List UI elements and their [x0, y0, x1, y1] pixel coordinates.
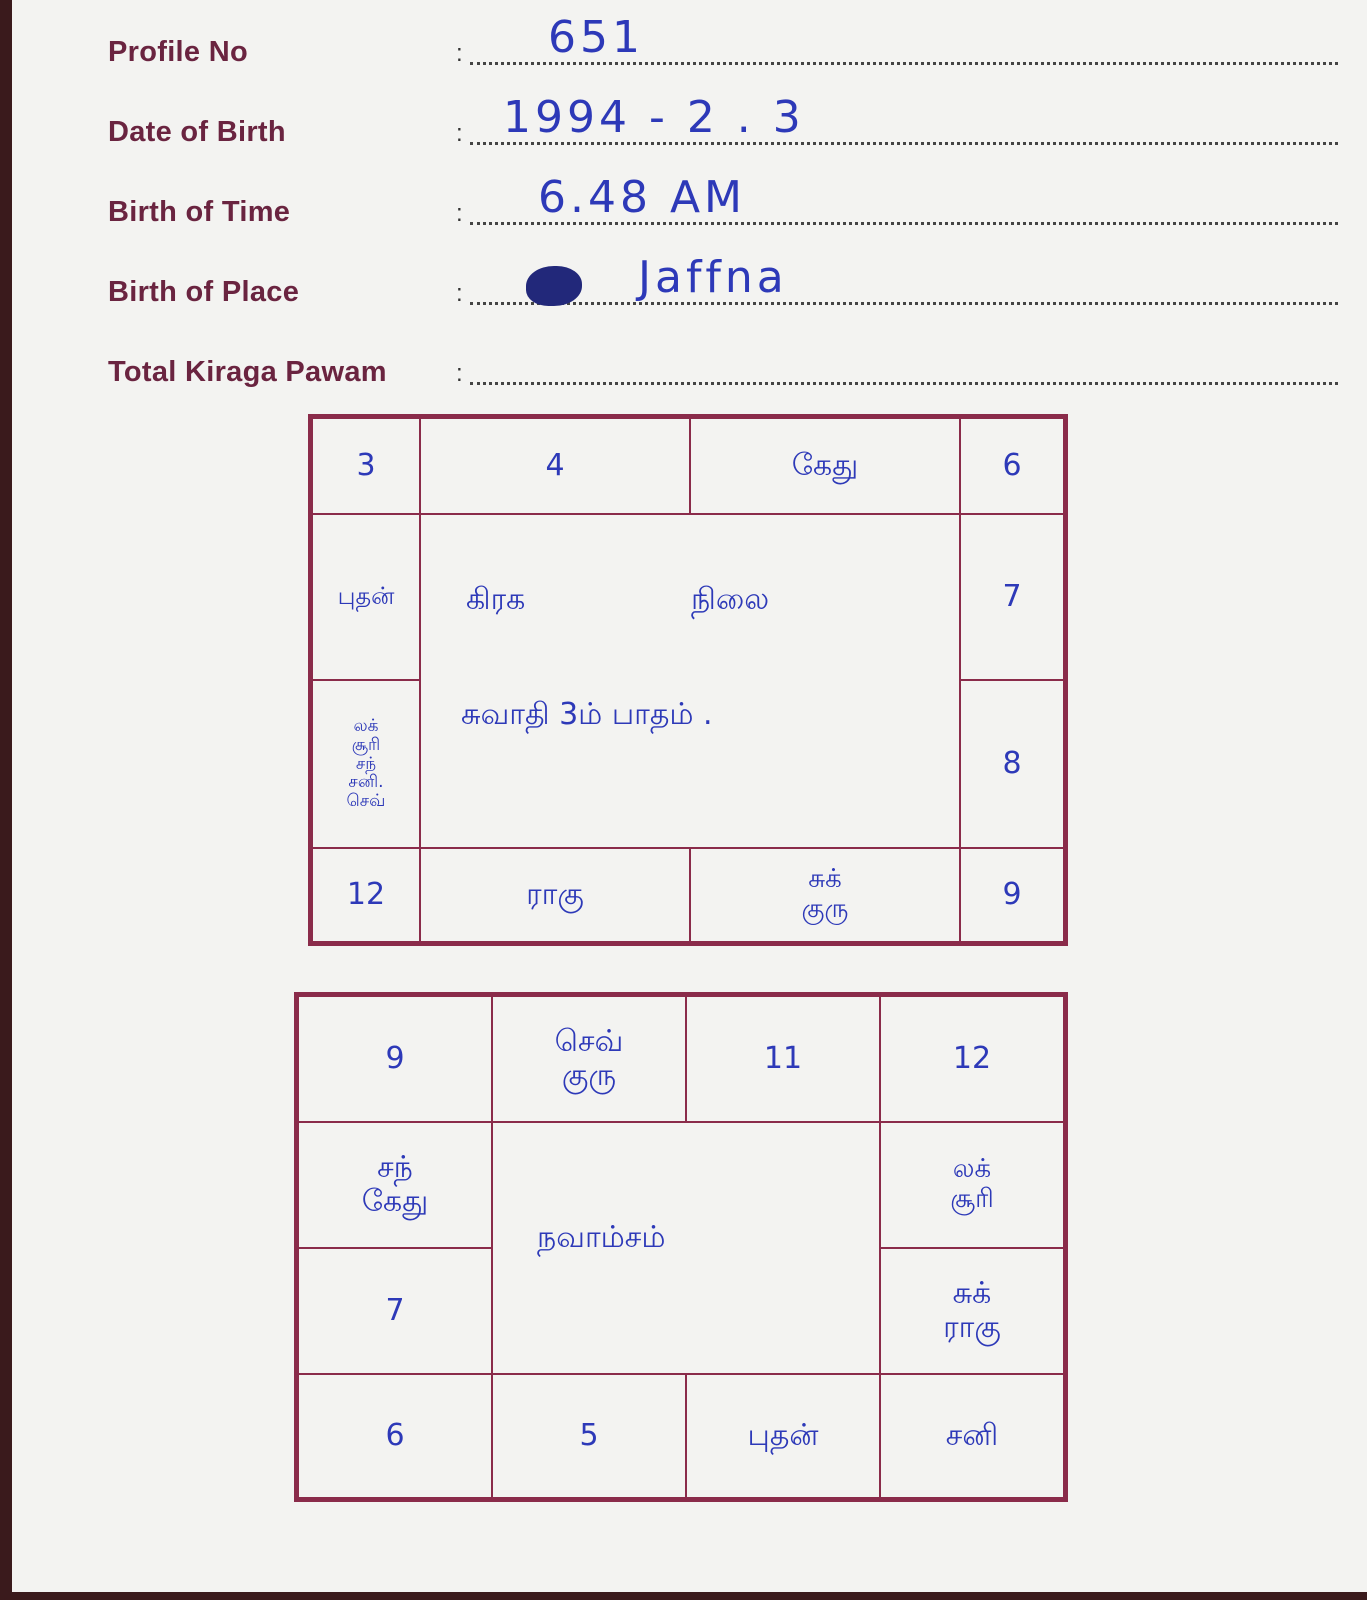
rasi-cell [419, 417, 691, 515]
rasi-cell-text: 7 [1002, 578, 1022, 614]
rasi-cell [311, 679, 421, 849]
dob-row [108, 92, 1338, 150]
navamsa-cell-text: 11 [763, 1040, 803, 1076]
navamsa-cell-text: 7 [385, 1292, 405, 1328]
rasi-cell-text: புதன் [337, 582, 395, 611]
paper-sheet [12, 0, 1367, 1592]
colon: : [456, 40, 463, 67]
time-row [108, 172, 1338, 230]
profile-row [108, 12, 1338, 70]
colon: : [456, 360, 463, 387]
navamsa-cell [297, 1247, 493, 1375]
kiraga-line [470, 382, 1338, 385]
navamsa-cell [297, 1373, 493, 1499]
navamsa-cell-text: செவ் குரு [554, 1023, 624, 1093]
colon: : [456, 200, 463, 227]
rasi-cell-text: 6 [1002, 447, 1022, 483]
navamsa-cell [491, 1373, 687, 1499]
profile-value: 651 [548, 12, 644, 63]
navamsa-cell-text: புதன் [747, 1417, 819, 1453]
navamsa-cell [879, 1247, 1065, 1375]
rasi-chart [308, 414, 1068, 946]
colon: : [456, 280, 463, 307]
rasi-cell-text: 9 [1002, 876, 1022, 912]
colon: : [456, 120, 463, 147]
rasi-cell [959, 847, 1065, 943]
navamsa-cell-text: சனி [945, 1417, 999, 1453]
rasi-cell-text: 8 [1002, 745, 1022, 781]
navamsa-chart [294, 992, 1068, 1502]
place-label: Birth of Place [108, 276, 300, 308]
rasi-cell [689, 847, 961, 943]
navamsa-cell-text: சுக் ராகு [943, 1275, 1001, 1345]
rasi-cell [959, 679, 1065, 849]
rasi-cell-text: 3 [356, 447, 376, 483]
place-row [108, 252, 1338, 310]
navamsa-cell-text: 5 [579, 1417, 599, 1453]
navamsa-cell [879, 1121, 1065, 1249]
rasi-cell-text: 12 [346, 876, 386, 912]
navamsa-center-text: நவாம்சம் [537, 1220, 666, 1255]
navamsa-cell [491, 995, 687, 1123]
navamsa-cell [879, 995, 1065, 1123]
rasi-center-text: நிலை [691, 582, 770, 617]
rasi-cell [959, 513, 1065, 681]
navamsa-cell-text: 12 [952, 1040, 992, 1076]
navamsa-cell-text: சந் கேது [361, 1149, 429, 1219]
rasi-center-text: கிரக [466, 582, 526, 617]
place-line [470, 302, 1338, 305]
navamsa-cell [879, 1373, 1065, 1499]
rasi-cell-text: கேது [791, 447, 859, 483]
rasi-cell [689, 417, 961, 515]
time-value: 6.48 AM [538, 172, 747, 223]
kiraga-row [108, 350, 1338, 390]
rasi-cell [959, 417, 1065, 515]
ink-scribble [526, 266, 582, 306]
place-value: Jaffna [638, 252, 788, 303]
time-label: Birth of Time [108, 196, 291, 228]
rasi-cell [311, 417, 421, 515]
profile-label: Profile No [108, 36, 248, 68]
rasi-cell-text: ராகு [526, 876, 584, 912]
rasi-cell [419, 847, 691, 943]
rasi-cell [311, 513, 421, 681]
rasi-center-text: சுவாதி 3ம் பாதம் . [461, 697, 713, 732]
navamsa-cell [685, 995, 881, 1123]
rasi-cell [311, 847, 421, 943]
navamsa-cell [297, 1121, 493, 1249]
dob-label: Date of Birth [108, 116, 286, 148]
rasi-cell-text: சுக் குரு [801, 864, 849, 924]
navamsa-cell-text: 6 [385, 1417, 405, 1453]
rasi-cell-text: 4 [545, 447, 565, 483]
rasi-cell-text: லக் சூரி சந் சனி. செவ் [346, 716, 386, 812]
navamsa-cell [297, 995, 493, 1123]
kiraga-label: Total Kiraga Pawam [108, 356, 387, 388]
navamsa-cell-text: 9 [385, 1040, 405, 1076]
dob-value: 1994 - 2 . 3 [503, 92, 805, 143]
navamsa-cell [685, 1373, 881, 1499]
navamsa-cell-text: லக் சூரி [950, 1154, 994, 1214]
